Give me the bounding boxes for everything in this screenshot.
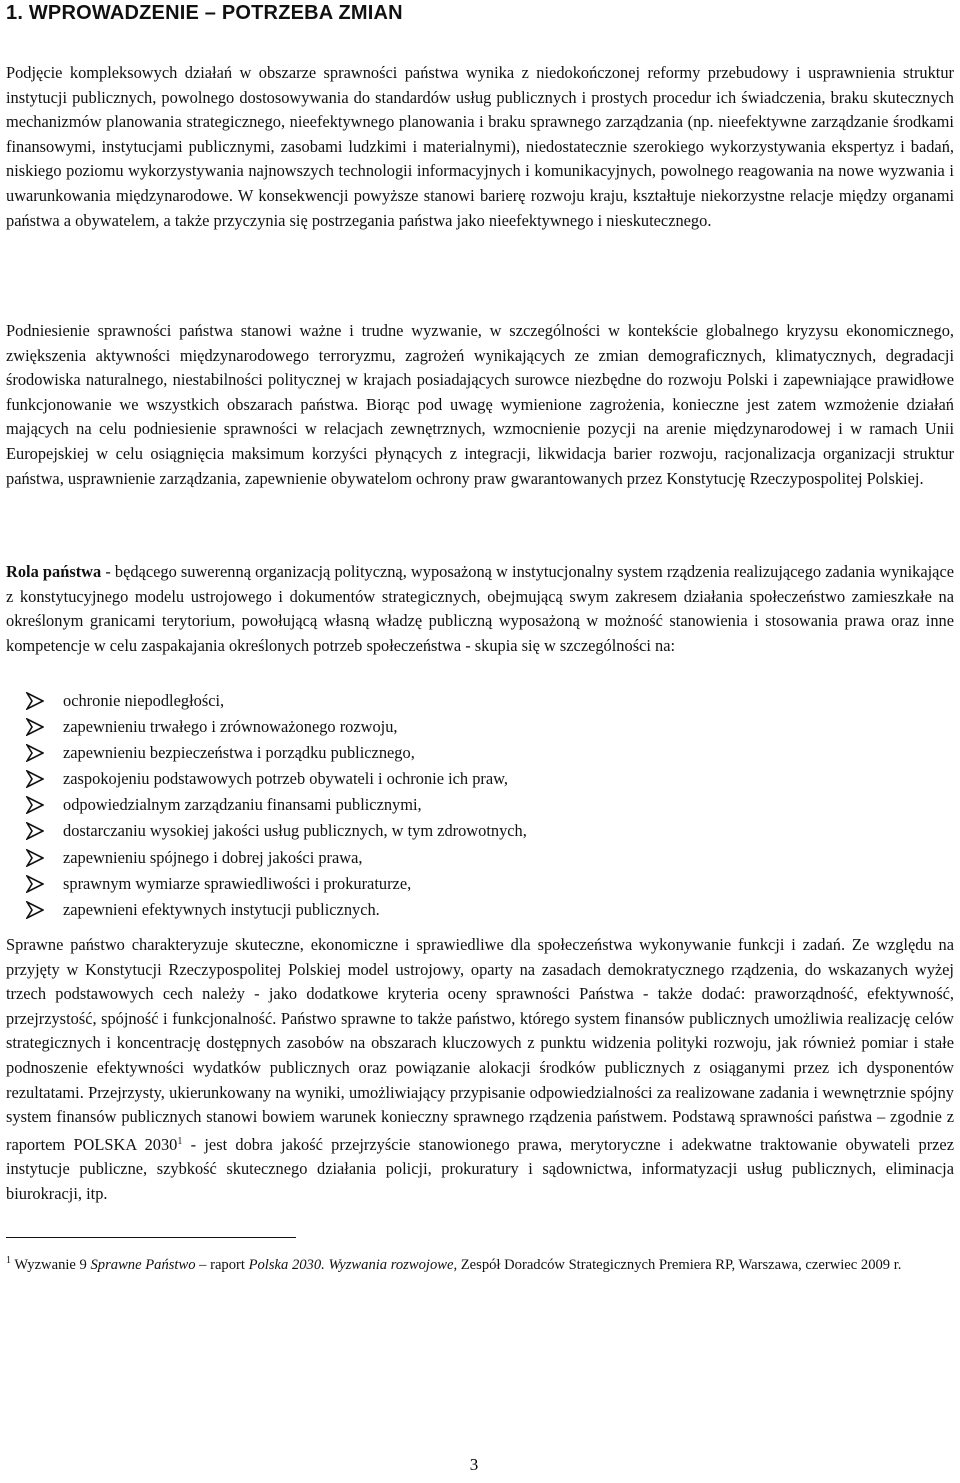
arrowhead-bullet-icon xyxy=(26,849,44,867)
list-item xyxy=(26,897,527,923)
list-item-text: zapewnieniu spójnego i dobrej jakości prawa, xyxy=(63,847,363,867)
section-heading: 1. WPROWADZENIE – POTRZEBA ZMIAN xyxy=(6,2,403,24)
list-item xyxy=(26,740,527,766)
footnote-text: – raport xyxy=(195,1257,249,1273)
list-item xyxy=(26,845,527,871)
arrowhead-bullet-icon xyxy=(26,875,44,893)
page-number: 3 xyxy=(469,1455,479,1474)
list-item-text: zapewnieniu bezpieczeństwa i porządku publicznego, xyxy=(63,743,415,763)
paragraph-intro: Podjęcie kompleksowych działań w obszarze sprawności państwa wynika z niedokończonej reformy przebudowy i usprawnienia struktur instytucji publicznych, powolnego dostosowywania do standardów usług publicznych i prostych procedur ich świadczenia, braku skutecznych mechanizmów planowania strategicznego, nieefektywnego planowania i braku sprawnego zarządzania (np. nieefektywne zarządzanie środkami finansowymi, instytucjami publicznymi, zasobami ludzkimi i materialnymi), niedostatecznie szerokiego wykorzystywania ekspertyz i badań, niskiego poziomu wykorzystywania najnowszych technologii informacyjnych i komunikacyjnych, powolnego reagowania na nowe wyzwania i uwarunkowania międzynarodowe. W konsekwencji powyższe stanowi barierę rozwoju kraju, kształtuje niekorzystne relacje między organami państwa a obywatelem, a także przyczynia się postrzegania państwa jako nieefektywnego i nieskutecznego. xyxy=(6,63,954,230)
footnote-text: Wyzwanie 9 xyxy=(11,1257,91,1273)
role-text: - będącego suwerenną organizacją polityczną, wyposażoną w instytucjonalny system rządzenia realizującego zadania wynikające z konstytucyjnego modelu ustrojowego i dokumentów strategicznych, obejmującą swym zakresem działania społeczeństwo zamieszkałe na określonym granicami terytorium, powołującą własną władzę publiczną wyposażoną w możność stanowienia i stosowania prawa oraz inne kompetencje w celu zaspakajania określonych potrzeb społeczeństwa - skupia się w szczególności na: xyxy=(6,562,954,655)
footnote-reference[interactable]: 1 xyxy=(177,1135,183,1147)
footnote xyxy=(6,1251,954,1276)
list-item-text: zaspokojeniu podstawowych potrzeb obywateli i ochronie ich praw, xyxy=(63,769,508,789)
list-item xyxy=(26,766,527,792)
list-item-text: sprawnym wymiarze sprawiedliwości i prokuraturze, xyxy=(63,873,412,893)
footnote-title: Sprawne Państwo xyxy=(90,1257,196,1273)
document-page xyxy=(6,0,954,1483)
list-item-text: zapewnieniu trwałego i zrównoważonego rozwoju, xyxy=(63,717,398,737)
footnote-report-title: Polska 2030. Wyzwania rozwojowe xyxy=(248,1257,454,1273)
arrowhead-bullet-icon xyxy=(26,901,44,919)
paragraph-text-continued: - jest dobra jakość przejrzyście stanowionego prawa, merytoryczne i adekwatne traktowanie obywateli przez instytucje publiczne, szybkość skutecznego działania policji, prokuratury i sądownictwa, informatyzacji usług publicznych, eliminacja biurokracji, itp. xyxy=(6,1134,954,1203)
arrowhead-bullet-icon xyxy=(26,770,44,788)
paragraph-role xyxy=(6,560,954,658)
arrowhead-bullet-icon xyxy=(26,692,44,710)
list-item xyxy=(26,871,527,897)
arrowhead-bullet-icon xyxy=(26,744,44,762)
paragraph-text: Sprawne państwo charakteryzuje skuteczne, ekonomiczne i sprawiedliwe dla społeczeństwa wykonywanie funkcji i zadań. Ze względu na przyjęty w Konstytucji Rzeczypospolitej Polskiej model ustrojowy, oparty na zasadach demokratycznego rządzenia, do wskazanych wyżej trzech podstawowych cech należy - jako dodatkowe kryteria oceny sprawności Państwa - także dodać: praworządność, efektywność, przejrzystość, spójność i funkcjonalność. Państwo sprawne to także państwo, którego system finansów publicznych umożliwia realizację celów strategicznych i koncentrację dostępnych zasobów na obszarach kluczowych z punktu widzenia polityki rozwoju, jak również pomiar i stałe podnoszenie efektywności wydatków publicznych oraz powiązanie alokacji środków publicznych z osiąganymi przez ich dysponentów rezultatami. Przejrzysty, ukierunkowany na wyniki, umożliwiający przypisanie odpowiedzialności za realizowane zadania i wewnętrznie spójny system finansów publicznych stanowi bowiem warunek konieczny sprawnego rządzenia państwem. Podstawą sprawności państwa – zgodnie z raportem POLSKA 2030 xyxy=(6,935,954,1154)
list-item xyxy=(26,818,527,844)
footnote-marker: 1 xyxy=(6,1255,11,1266)
list-item-text: dostarczaniu wysokiej jakości usług publicznych, w tym zdrowotnych, xyxy=(63,821,527,841)
role-term: Rola państwa xyxy=(6,562,102,581)
arrowhead-bullet-icon xyxy=(26,822,44,840)
bullet-list xyxy=(26,688,527,923)
list-item xyxy=(26,792,527,818)
arrowhead-bullet-icon xyxy=(26,718,44,736)
paragraph-efficient-state xyxy=(6,933,954,1207)
list-item xyxy=(26,714,527,740)
list-item-text: ochronie niepodległości, xyxy=(63,691,225,710)
paragraph-challenges: Podniesienie sprawności państwa stanowi ważne i trudne wyzwanie, w szczególności w kontekście globalnego kryzysu ekonomicznego, zwiększenia aktywności międzynarodowego terroryzmu, zagrożeń wynikających ze zmian demograficznych, klimatycznych, degradacji środowiska naturalnego, niestabilności politycznej w krajach posiadających surowce niezbędne do rozwoju Polski i zapewniające prawidłowe funkcjonowanie we wszystkich obszarach państwa. Biorąc pod uwagę wymienione zagrożenia, konieczne jest zatem wzmożenie działań mających na celu podniesienie sprawności w relacjach zewnętrznych, wzmocnienie pozycji na arenie międzynarodowej i w ramach Unii Europejskiej w celu osiągnięcia maksimum korzyści płynących z integracji, likwidacja barier rozwoju, racjonalizacja organizacji struktur państwa, usprawnienie zarządzania, zapewnienie obywatelom ochrony praw gwarantowanych przez Konstytucję Rzeczypospolitej Polskiej. xyxy=(6,321,954,488)
footnote-text: , Zespół Doradców Strategicznych Premiera RP, Warszawa, czerwiec 2009 r. xyxy=(453,1257,902,1273)
list-item xyxy=(26,688,527,714)
footnote-divider xyxy=(6,1237,296,1238)
list-item-text: odpowiedzialnym zarządzaniu finansami publicznymi, xyxy=(63,795,422,815)
arrowhead-bullet-icon xyxy=(26,796,44,814)
list-item-text: zapewnieni efektywnych instytucji publicznych. xyxy=(63,899,380,919)
